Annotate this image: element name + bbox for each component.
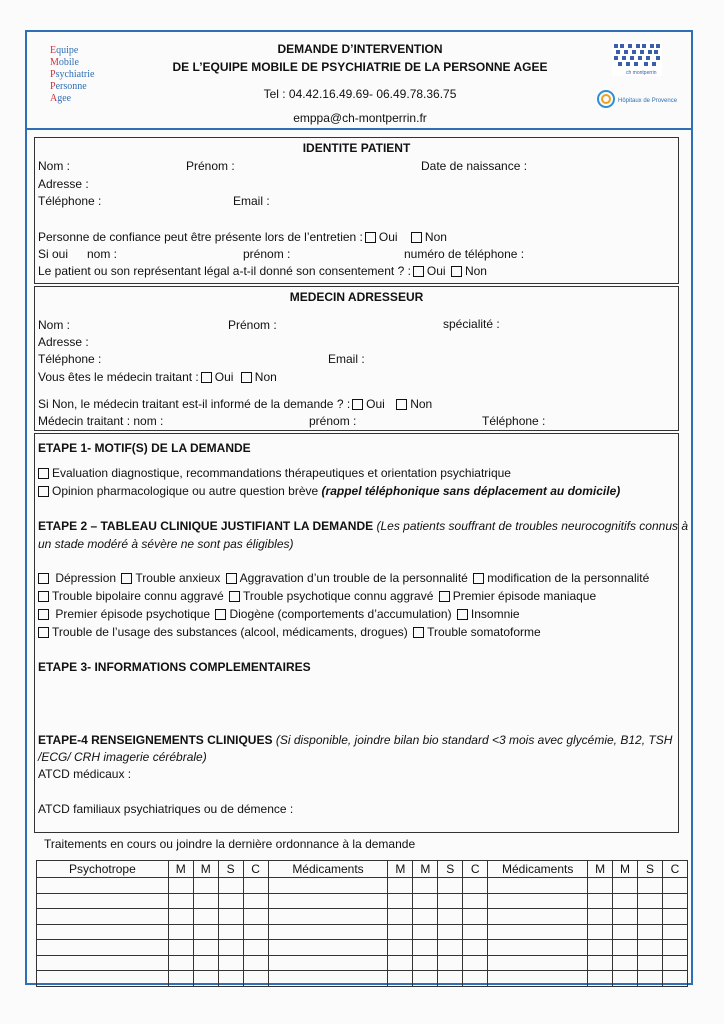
patient-section-title: IDENTITE PATIENT xyxy=(302,141,411,155)
etape2-note-line2: un stade modéré à sévère ne sont pas éligibles) xyxy=(38,537,294,551)
medecin-telephone-field[interactable]: Téléphone : xyxy=(38,352,102,366)
consentement-non-checkbox[interactable] xyxy=(451,266,462,277)
modification-personnalite-checkbox[interactable] xyxy=(473,573,484,584)
atcd-familiaux-field[interactable]: ATCD familiaux psychiatriques ou de démence : xyxy=(38,802,294,816)
table-row[interactable] xyxy=(37,955,688,971)
traitements-title: Traitements en cours ou joindre la dernière ordonnance à la demande xyxy=(44,837,416,851)
table-row[interactable] xyxy=(37,909,688,925)
aggravation-personnalite-checkbox[interactable] xyxy=(226,573,237,584)
patient-telephone-field[interactable]: Téléphone : xyxy=(38,194,102,208)
consentement-oui-checkbox[interactable] xyxy=(413,266,424,277)
mt-telephone-field[interactable]: Téléphone : xyxy=(482,414,546,428)
patient-prenom-field[interactable]: Prénom : xyxy=(186,159,235,173)
treatment-table-header xyxy=(37,861,688,878)
substances-checkbox[interactable] xyxy=(38,627,49,638)
confiance-prenom-field[interactable]: prénom : xyxy=(243,247,291,261)
col-soir: S xyxy=(438,861,463,878)
col-midi: M xyxy=(613,861,638,878)
motif-opinion-checkbox[interactable] xyxy=(38,486,49,497)
motif-evaluation-option[interactable]: Evaluation diagnostique, recommandations thérapeutiques et orientation psychiatrique xyxy=(38,466,511,480)
col-coucher: C xyxy=(463,861,488,878)
table-row[interactable] xyxy=(37,924,688,940)
premier-psychotique-checkbox[interactable] xyxy=(38,609,49,620)
confiance-tel-field[interactable]: numéro de téléphone : xyxy=(404,247,525,261)
medecin-nom-field[interactable]: Nom : xyxy=(38,318,71,332)
etape4-note-line2: /ECG/ CRH imagerie cérébrale) xyxy=(38,750,207,764)
form-title-line2: DE L’EQUIPE MOBILE DE PSYCHIATRIE DE LA PERSONNE AGEE xyxy=(172,60,548,74)
medecin-prenom-field[interactable]: Prénom : xyxy=(228,318,277,332)
diogene-checkbox[interactable] xyxy=(215,609,226,620)
col-coucher: C xyxy=(662,861,687,878)
motif-opinion-option[interactable]: Opinion pharmacologique ou autre question brève (rappel téléphonique sans déplacement au domicile) xyxy=(38,484,620,498)
traitant-oui-checkbox[interactable] xyxy=(201,372,212,383)
anxieux-checkbox[interactable] xyxy=(121,573,132,584)
hospital-qr-logo xyxy=(612,42,662,76)
si-oui-label: Si oui xyxy=(38,247,69,261)
informe-non-checkbox[interactable] xyxy=(396,399,407,410)
confiance-nom-field[interactable]: nom : xyxy=(87,247,118,261)
col-medicaments: Médicaments xyxy=(488,861,588,878)
col-coucher: C xyxy=(243,861,268,878)
form-title-line1: DEMANDE D’INTERVENTION xyxy=(277,42,443,56)
header-divider xyxy=(27,128,691,130)
contact-email: emppa@ch-montperrin.fr xyxy=(293,111,427,125)
patient-section xyxy=(34,137,679,284)
confiance-question: Personne de confiance peut être présente lors de l’entretien : Oui Non xyxy=(38,230,447,244)
medecin-informe-question: Si Non, le médecin traitant est-il informé de la demande ? : Oui Non xyxy=(38,397,433,411)
table-row[interactable] xyxy=(37,878,688,894)
etape1-title: ETAPE 1- MOTIF(S) DE LA DEMANDE xyxy=(38,441,251,455)
clinical-row-2: Trouble bipolaire connu aggravé Trouble psychotique connu aggravé Premier épisode maniaque xyxy=(38,589,596,603)
col-matin: M xyxy=(388,861,413,878)
col-soir: S xyxy=(218,861,243,878)
psychotique-aggrave-checkbox[interactable] xyxy=(229,591,240,602)
col-medicaments: Médicaments xyxy=(268,861,388,878)
medecin-section-title: MEDECIN ADRESSEUR xyxy=(289,290,424,304)
confiance-non-checkbox[interactable] xyxy=(411,232,422,243)
atcd-medicaux-field[interactable]: ATCD médicaux : xyxy=(38,767,132,781)
patient-birthdate-field[interactable]: Date de naissance : xyxy=(421,159,528,173)
patient-nom-field[interactable]: Nom : xyxy=(38,159,71,173)
etape3-title: ETAPE 3- INFORMATIONS COMPLEMENTAIRES xyxy=(38,660,311,674)
depression-checkbox[interactable] xyxy=(38,573,49,584)
etape4-title-line: ETAPE-4 RENSEIGNEMENTS CLINIQUES (Si disponible, joindre bilan bio standard <3 mois avec glycémie, B12, TSH xyxy=(38,733,673,747)
etape2-title-line: ETAPE 2 – TABLEAU CLINIQUE JUSTIFIANT LA DEMANDE (Les patients souffrant de troubles neurocognitifs connus à xyxy=(38,519,689,533)
col-matin: M xyxy=(588,861,613,878)
contact-phone: Tel : 04.42.16.49.69- 06.49.78.36.75 xyxy=(263,87,457,101)
informe-oui-checkbox[interactable] xyxy=(352,399,363,410)
patient-email-field[interactable]: Email : xyxy=(233,194,270,208)
treatment-table xyxy=(36,860,688,987)
clinical-row-1: Dépression Trouble anxieux Aggravation d’un trouble de la personnalité modification de la personnalité xyxy=(38,571,649,585)
somatoforme-checkbox[interactable] xyxy=(413,627,424,638)
patient-adresse-field[interactable]: Adresse : xyxy=(38,177,89,191)
table-row[interactable] xyxy=(37,971,688,987)
bipolaire-checkbox[interactable] xyxy=(38,591,49,602)
mt-nom-field[interactable]: Médecin traitant : nom : xyxy=(38,414,164,428)
svg-text:Hôpitaux de Provence: Hôpitaux de Provence xyxy=(618,98,678,104)
svg-text:ch montperrin: ch montperrin xyxy=(626,70,657,76)
col-soir: S xyxy=(638,861,663,878)
confiance-oui-checkbox[interactable] xyxy=(365,232,376,243)
table-row[interactable] xyxy=(37,940,688,956)
form-page: Equipe Mobile Psychiatrie Personne Agee DEMANDE D’INTERVENTION DE L’EQUIPE MOBILE DE PSYCHIATRIE DE LA PERSONNE AGEE Tel : 04.42.16.49.69- 06.49.78.36.75 emppa@ch-montperrin.fr ch montperrin Hôpitaux de Provence IDENTITE PATIENT Nom : Prénom : Date de naissance : Adresse : Téléphone : Email : Personne de confiance peut être présente lors de l’entretien : Oui Non Si oui nom : prénom : numéro de téléphone : Le patient ou son représentant légal a-t-il donné son consentement ? : Oui Non MEDECIN ADRESSEUR Nom : Prénom : spécialité : Adresse : Téléphone : Email : Vous êtes le médecin traitant : Oui Non Si Non, le médecin traitant est-il informé de la demande ? : Oui Non Médecin traitant : nom : prénom : Téléphone : ETAPE 1- MOTIF(S) DE LA DEMANDE Evaluation diagnostique, recommandations thérapeutiques et orientation psychiatrique Opinion pharmacologique ou autre question brève (rappel téléphonique sans déplacement au domicile) ETAPE 2 – TABLEAU CLINIQUE JUSTIFIANT LA DEMANDE (Les patients souffrant de troubles neurocognitifs connus à un stade modéré à sévère ne sont pas éligibles) Dépression Trouble anxieux Aggravation d’un trouble de la personnalité modification de la personnalité Trouble bipolaire connu aggravé Trouble psychotique connu aggravé Premier épisode maniaque Premier épisode psychotique Diogène (comportements d’accumulation) Insomnie Trouble de l’usage des substances (alcool, médicaments, drogues) Trouble somatoforme ETAPE 3- INFORMATIONS COMPLEMENTAIRES ETAPE-4 RENSEIGNEMENTS CLINIQUES (Si disponible, joindre bilan bio standard <3 mois avec glycémie, B12, TSH /ECG/ CRH imagerie cérébrale) ATCD médicaux : ATCD familiaux psychiatriques ou de démence : Traitements en cours ou joindre la dernière ordonnance à la demande Psychotrope M M S C Médicaments M M S C Médicaments M M S C xyxy=(0,0,724,1024)
mt-prenom-field[interactable]: prénom : xyxy=(309,414,357,428)
traitant-non-checkbox[interactable] xyxy=(241,372,252,383)
col-matin: M xyxy=(168,861,193,878)
clinical-row-3: Premier épisode psychotique Diogène (comportements d’accumulation) Insomnie xyxy=(38,607,520,621)
col-midi: M xyxy=(413,861,438,878)
medecin-adresse-field[interactable]: Adresse : xyxy=(38,335,89,349)
consentement-question: Le patient ou son représentant légal a-t-il donné son consentement ? : Oui Non xyxy=(38,264,487,278)
motif-evaluation-checkbox[interactable] xyxy=(38,468,49,479)
insomnie-checkbox[interactable] xyxy=(457,609,468,620)
col-midi: M xyxy=(193,861,218,878)
hopitaux-provence-logo xyxy=(596,88,686,110)
col-psychotrope: Psychotrope xyxy=(37,861,169,878)
maniaque-checkbox[interactable] xyxy=(439,591,450,602)
medecin-email-field[interactable]: Email : xyxy=(328,352,365,366)
clinical-row-4: Trouble de l’usage des substances (alcool, médicaments, drogues) Trouble somatoforme xyxy=(38,625,541,639)
medecin-specialite-field[interactable]: spécialité : xyxy=(443,317,500,331)
medecin-traitant-question: Vous êtes le médecin traitant : Oui Non xyxy=(38,370,277,384)
table-row[interactable] xyxy=(37,893,688,909)
